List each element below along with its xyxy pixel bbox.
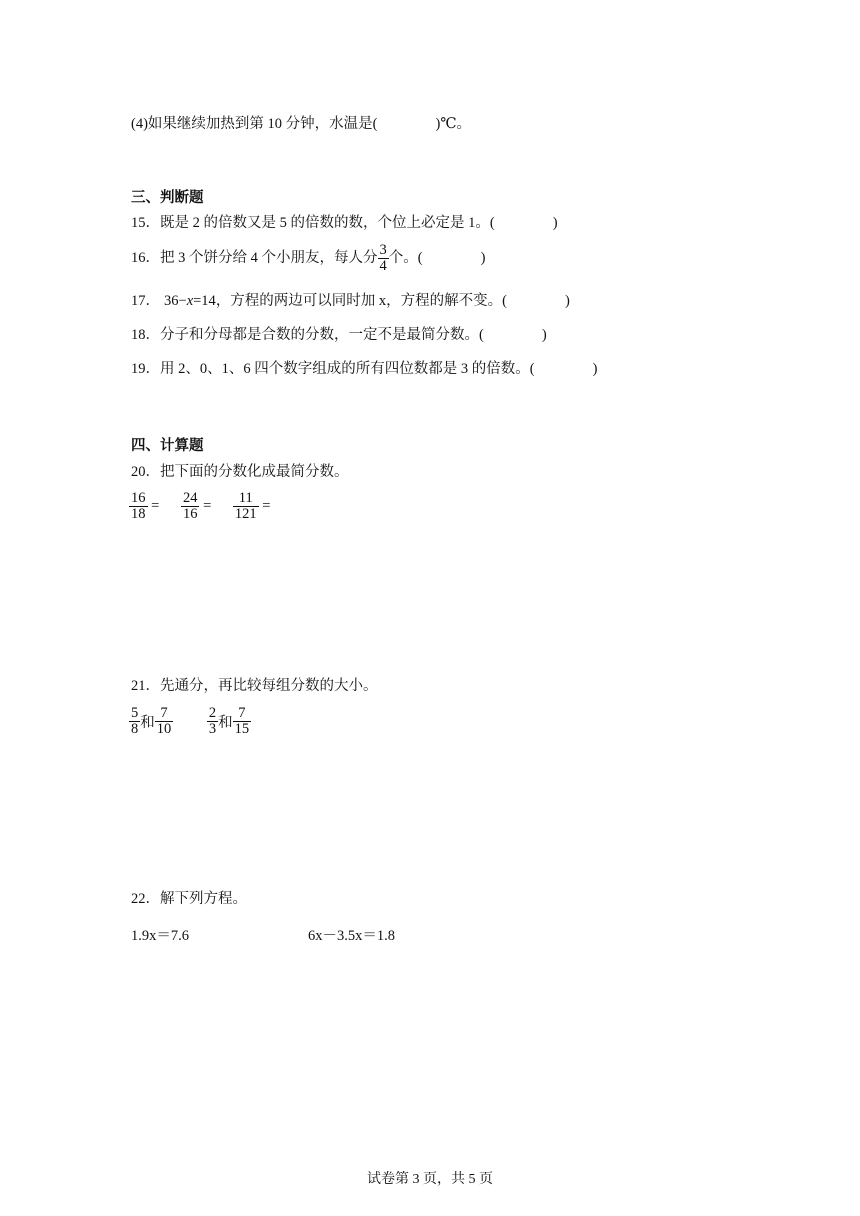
equation-rhs: =14 — [193, 293, 216, 309]
fraction-numerator: 3 — [379, 242, 387, 258]
question-16-fraction — [378, 243, 389, 274]
fraction-numerator: 7 — [160, 705, 168, 721]
fraction-item — [129, 491, 159, 522]
equation-1: 1.9x＝7.6 — [131, 928, 189, 944]
question-22: 22．解下列方程。 — [131, 891, 247, 907]
question-16 — [131, 243, 485, 274]
fraction-numerator: 5 — [131, 705, 139, 721]
fraction-numerator: 24 — [182, 490, 198, 506]
fraction-numerator: 2 — [208, 705, 217, 721]
equals-sign: = — [203, 497, 212, 514]
fraction-item — [181, 491, 211, 522]
and-word: 和 — [140, 715, 155, 731]
question-16-tail: 个。( ) — [388, 249, 486, 266]
section-4-title: 四、计算题 — [131, 438, 204, 454]
section-3-title: 三、判断题 — [131, 190, 204, 206]
fraction-denominator: 18 — [131, 506, 146, 522]
page-footer: 试卷第 3 页，共 5 页 — [367, 1172, 493, 1187]
question-18: 18．分子和分母都是合数的分数，一定不是最简分数。( ) — [131, 327, 547, 343]
equation-variable: x — [186, 293, 194, 309]
fraction-denominator: 121 — [234, 506, 257, 522]
question-number: 17． — [131, 293, 160, 309]
equals-sign: = — [262, 497, 271, 514]
question-15: 15．既是 2 的倍数又是 5 的倍数的数，个位上必定是 1。( ) — [131, 215, 558, 231]
fraction-denominator: 4 — [379, 258, 387, 274]
equals-sign: = — [151, 497, 160, 514]
question-21: 21．先通分，再比较每组分数的大小。 — [131, 678, 378, 694]
fraction-item — [233, 491, 271, 522]
question-17 — [131, 292, 570, 310]
fraction-denominator: 8 — [131, 721, 139, 737]
fraction-denominator: 10 — [156, 721, 172, 737]
question-20-fractions — [129, 491, 270, 522]
fraction-denominator: 16 — [182, 506, 198, 522]
equation-2: 6x－3.5x＝1.8 — [308, 928, 395, 944]
fraction-denominator: 3 — [208, 721, 217, 737]
fraction-numerator: 7 — [238, 705, 246, 721]
equation-minus: − — [178, 293, 187, 309]
equation-lhs-number: 36 — [164, 293, 179, 309]
fraction-pair — [207, 706, 251, 737]
fraction-numerator: 11 — [238, 490, 253, 506]
fraction-pair — [129, 706, 173, 737]
question-17-tail: ，方程的两边可以同时加 x，方程的解不变。( ) — [215, 293, 570, 309]
question-20: 20．把下面的分数化成最简分数。 — [131, 464, 349, 480]
fraction-numerator: 16 — [131, 490, 146, 506]
fraction-denominator: 15 — [234, 721, 250, 737]
question-14-4: (4)如果继续加热到第 10 分钟，水温是( )℃。 — [131, 116, 472, 132]
question-21-pairs — [129, 706, 251, 737]
question-16-text: 16．把 3 个饼分给 4 个小朋友，每人分 — [131, 249, 378, 266]
question-19: 19．用 2、0、1、6 四个数字组成的所有四位数都是 3 的倍数。( ) — [131, 361, 598, 377]
and-word: 和 — [218, 715, 233, 731]
